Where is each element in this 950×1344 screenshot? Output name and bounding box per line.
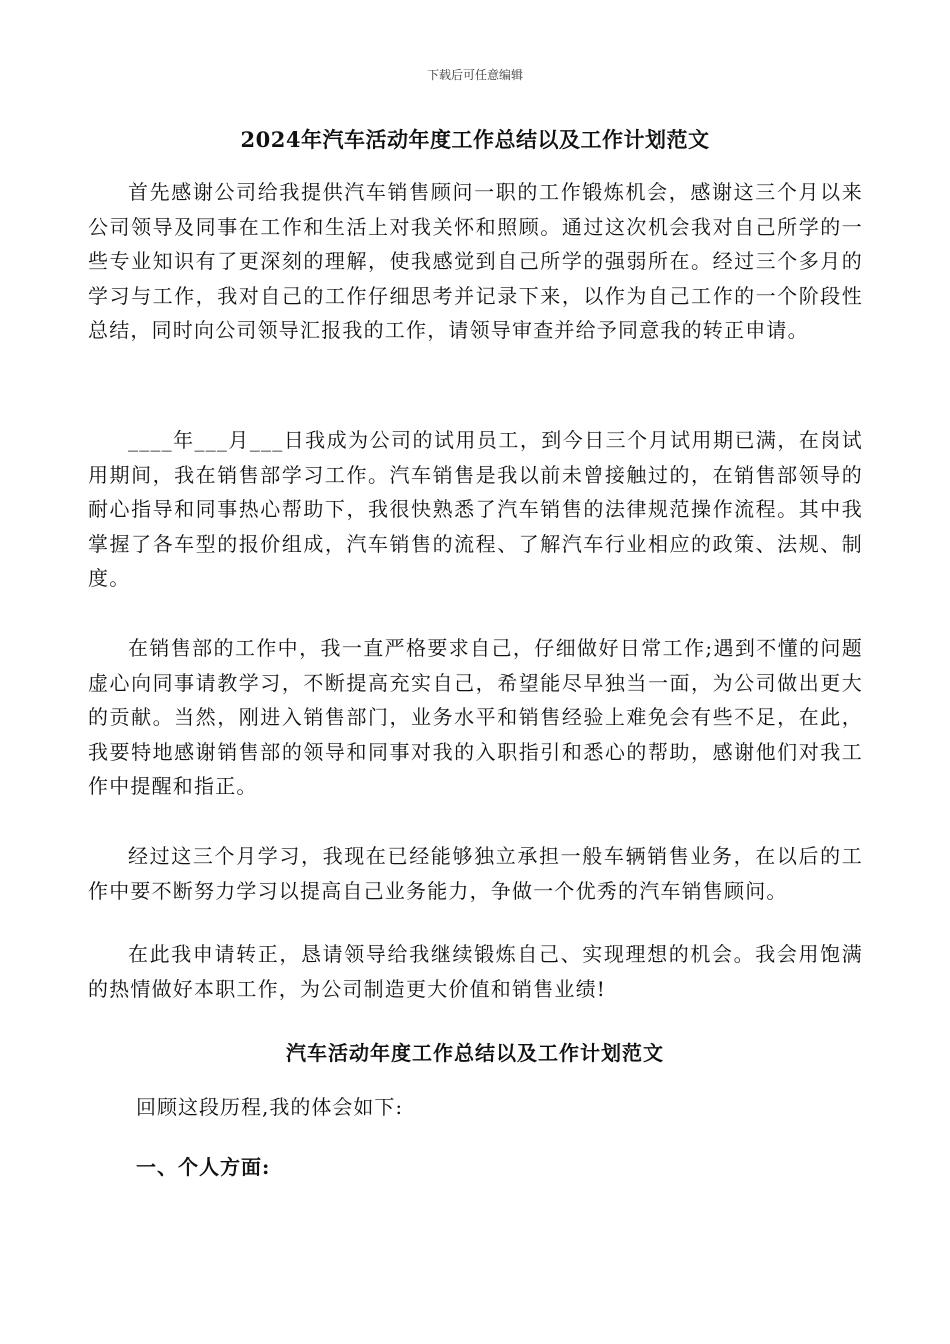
paragraph-5: 在此我申请转正，恳请领导给我继续锻炼自己、实现理想的机会。我会用饱满的热情做好本职工作，为公司制造更大价值和销售业绩! bbox=[88, 942, 863, 1001]
intro-line: 回顾这段历程,我的体会如下: bbox=[136, 1095, 404, 1119]
paragraph-4: 经过这三个月学习，我现在已经能够独立承担一般车辆销售业务，在以后的工作中要不断努力学习以提高自己业务能力，争做一个优秀的汽车销售顾问。 bbox=[88, 844, 863, 903]
paragraph-1: 首先感谢公司给我提供汽车销售顾问一职的工作锻炼机会，感谢这三个月以来公司领导及同事在工作和生活上对我关怀和照顾。通过这次机会我对自己所学的一些专业知识有了更深刻的理解，使我感觉到自己所学的强弱所在。经过三个多月的学习与工作，我对自己的工作仔细思考并记录下来，以作为自己工作的一个阶段性总结，同时向公司领导汇报我的工作，请领导审查并给予同意我的转正申请。 bbox=[88, 180, 863, 342]
section-title: 汽车活动年度工作总结以及工作计划范文 bbox=[286, 1041, 664, 1065]
header-note: 下载后可任意编辑 bbox=[426, 68, 523, 82]
paragraph-3: 在销售部的工作中，我一直严格要求自己，仔细做好日常工作;遇到不懂的问题虚心向同事请教学习，不断提高充实自己，希望能尽早独当一面，为公司做出更大的贡献。当然，刚进入销售部门，业务水平和销售经验上难免会有些不足，在此，我要特地感谢销售部的领导和同事对我的入职指引和悉心的帮助，感谢他们对我工作中提醒和指正。 bbox=[88, 636, 863, 798]
section-heading: 一、个人方面: bbox=[136, 1155, 271, 1179]
document-title: 2024年汽车活动年度工作总结以及工作计划范文 bbox=[240, 127, 710, 152]
paragraph-2: ____年___月___日我成为公司的试用员工，到今日三个月试用期已满，在岗试用期间，我在销售部学习工作。汽车销售是我以前未曾接触过的，在销售部领导的耐心指导和同事热心帮助下，我很快熟悉了汽车销售的法律规范操作流程。其中我掌握了各车型的报价组成，汽车销售的流程、了解汽车行业相应的政策、法规、制度。 bbox=[88, 428, 863, 590]
